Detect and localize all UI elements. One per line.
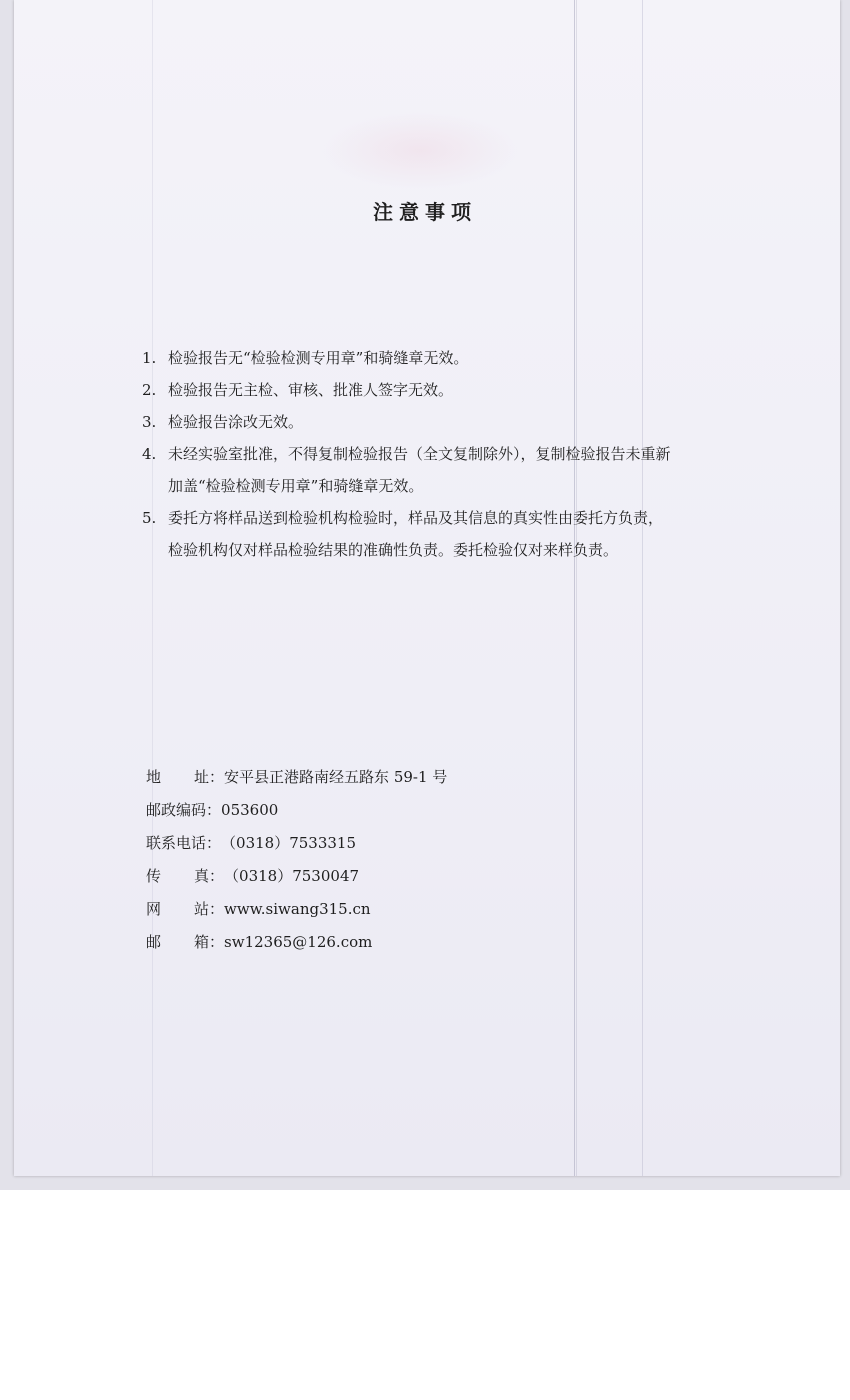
note-item	[142, 374, 742, 406]
postcode-label: 邮政编码	[146, 801, 207, 819]
notes-list	[142, 342, 742, 566]
fax-label: 传真	[146, 867, 210, 885]
note-text: 检验报告涂改无效。	[168, 413, 304, 431]
address-row: 地址：安平县正港路南经五路东 59-1 号	[146, 764, 447, 797]
postcode-value: 053600	[221, 801, 279, 819]
note-text-continued: 检验机构仅对样品检验结果的准确性负责。委托检验仅对来样负责。	[168, 541, 619, 559]
note-text: 未经实验室批准，不得复制检验报告（全文复制除外），复制检验报告未重新	[168, 445, 671, 463]
fax-row: 传真：（0318）7530047	[146, 863, 447, 896]
phone-label: 联系电话	[146, 834, 207, 852]
note-item	[142, 342, 742, 374]
fold-line	[152, 0, 153, 1176]
note-text: 检验报告无“检验检测专用章”和骑缝章无效。	[168, 349, 469, 367]
fold-line	[642, 0, 643, 1176]
note-item	[142, 438, 742, 502]
note-number: 3.	[142, 413, 157, 431]
phone-row: 联系电话：（0318）7533315	[146, 830, 447, 863]
fold-line	[574, 0, 575, 1176]
email-label: 邮箱	[146, 933, 210, 951]
note-number: 5.	[142, 509, 157, 527]
faded-stamp-bleed	[320, 110, 520, 190]
note-text: 检验报告无主检、审核、批准人签字无效。	[168, 381, 454, 399]
website-label: 网站	[146, 900, 210, 918]
address-value: 安平县正港路南经五路东 59-1 号	[224, 768, 448, 786]
fax-value: （0318）7530047	[224, 867, 360, 885]
website-row: 网站：www.siwang315.cn	[146, 896, 447, 929]
fold-line	[576, 0, 577, 1176]
contact-info	[146, 764, 447, 962]
email-row: 邮箱：sw12365@126.com	[146, 929, 447, 962]
address-label: 地址	[146, 768, 210, 786]
phone-value: （0318）7533315	[221, 834, 357, 852]
postcode-row: 邮政编码：053600	[146, 797, 447, 830]
note-text-continued: 加盖“检验检测专用章”和骑缝章无效。	[168, 477, 424, 495]
note-text: 委托方将样品送到检验机构检验时，样品及其信息的真实性由委托方负责，	[168, 509, 664, 527]
note-item	[142, 502, 742, 566]
note-number: 2.	[142, 381, 157, 399]
note-number: 1.	[142, 349, 157, 367]
email-value: sw12365@126.com	[224, 933, 373, 951]
website-value: www.siwang315.cn	[224, 900, 371, 918]
note-number: 4.	[142, 445, 157, 463]
note-item	[142, 406, 742, 438]
page-title: 注意事项	[373, 200, 477, 224]
